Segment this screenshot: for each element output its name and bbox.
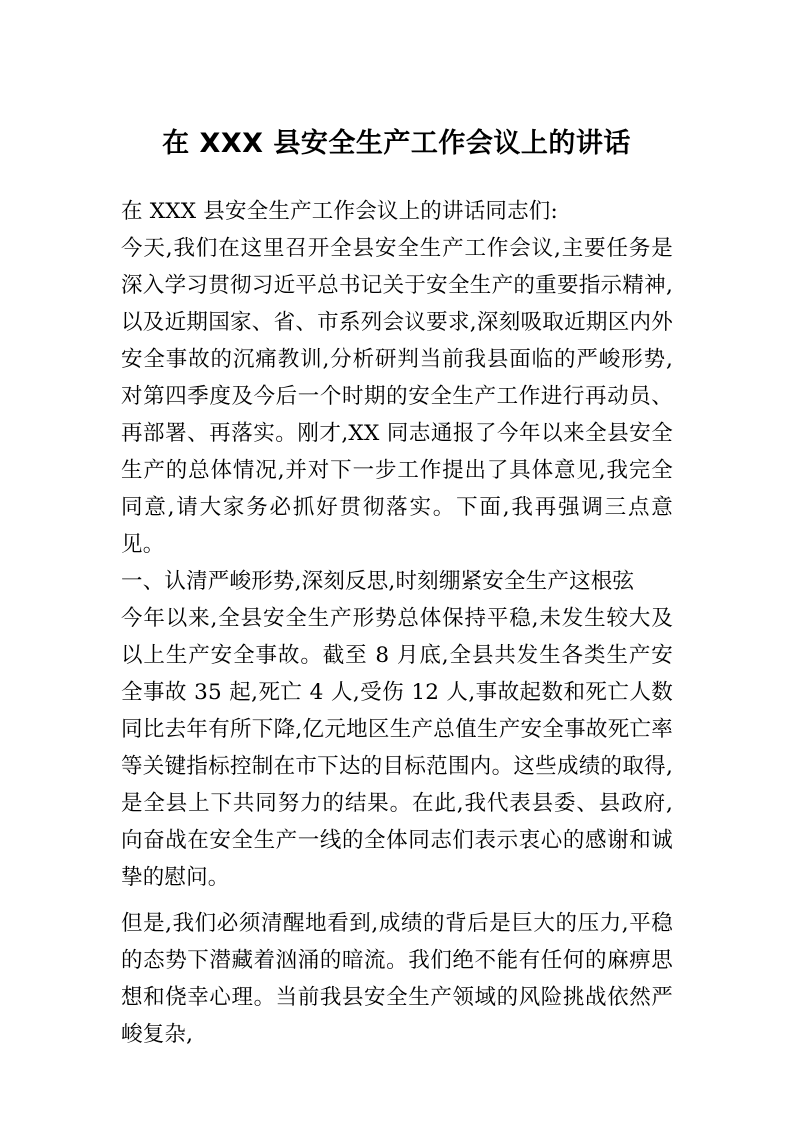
section-heading: 一、认清严峻形势,深刻反思,时刻绷紧安全生产这根弦 xyxy=(121,569,635,594)
intro-paragraph: 今天,我们在这里召开全县安全生产工作会议,主要任务是深入学习贯彻习近平总书记关于安全生产的重要指示精神,以及近期国家、省、市系列会议要求,深刻吸取近期区内外安全事故的沉痛教训,分析研判当前我县面临的严峻形势,对第四季度及今后一个时期的安全生产工作进行再动员、再部署、再落实。刚才,XX 同志通报了今年以来全县安全生产的总体情况,并对下一步工作提出了具体意见,我完全同意,请大家务必抓好贯彻落实。下面,我再强调三点意见。 xyxy=(121,236,673,557)
salutation-line: 在 XXX 县安全生产工作会议上的讲话同志们: xyxy=(121,199,558,224)
section-paragraph-1: 今年以来,全县安全生产形势总体保持平稳,未发生较大及以上生产安全事故。截至 8 月底,全县共发生各类生产安全事故 35 起,死亡 4 人,受伤 12 人,事故起数和死亡人数同比去年有所下降,亿元地区生产总值生产安全事故死亡率等关键指标控制在市下达的目标范围内。这些成绩的取得,是全县上下共同努力的结果。在此,我代表县委、县政府,向奋战在安全生产一线的全体同志们表示衷心的感谢和诚挚的慰问。 xyxy=(121,606,673,890)
document-title: 在 XXX 县安全生产工作会议上的讲话 xyxy=(162,128,631,159)
document-body xyxy=(121,193,673,1053)
section-paragraph-2: 但是,我们必须清醒地看到,成绩的背后是巨大的压力,平稳的态势下潜藏着汹涌的暗流。我们绝不能有任何的麻痹思想和侥幸心理。当前我县安全生产领域的风险挑战依然严峻复杂, xyxy=(121,911,673,1047)
